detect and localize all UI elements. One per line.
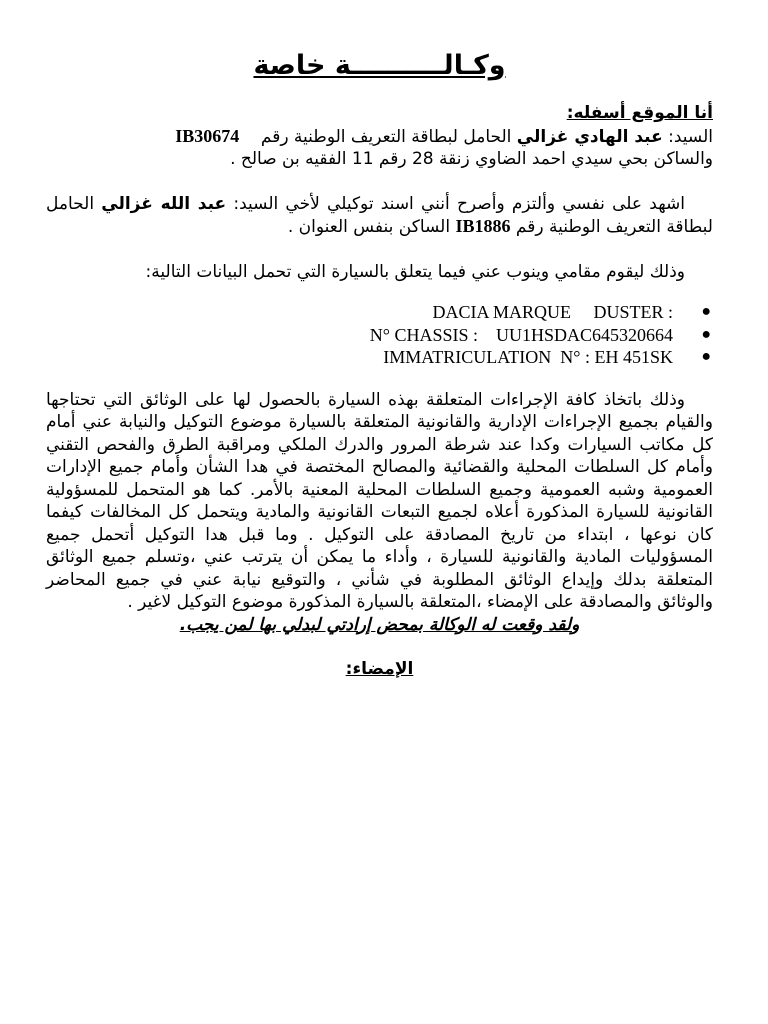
signature-label: الإمضاء: [345, 659, 414, 679]
vehicle-detail-item [46, 324, 713, 347]
vehicle-make-model: DACIA MARQUE DUSTER : [432, 302, 673, 322]
agent-id-label: الحامل لبطاقة التعريف الوطنية رقم [46, 193, 713, 237]
agent-name: عبد الله غزالي [101, 193, 227, 214]
powers-paragraph: وذلك باتخاذ كافة الإجراءات المتعلقة بهذه السيارة بالحصول لها على الوثائق التي تحتاجها والقيام بجميع الإجراءات الإدارية والقانونية المتعلقة بالسيارة موضوع التوكيل والنيابة عني أمام كل مكاتب السيارات وكدا عند شرطة المرور والدرك الملكي ومراقبة الطرق والفحص التقني وأمام كل السلطات المحلية والقضائية والمصالح المختصة في هدا الشأن وأمام جميع الإدارات العمومية وشبه العمومية وجميع السلطات المحلية المعنية بالأمر. كما هو المتحمل للمسؤولية القانونية للسيارة المذكورة أعلاه لجميع التبعات القانونية والمادية ويتحمل كل المخالفات كيفما كان نوعها ، ابتداء من تاريخ المصادقة على التوكيل . وما قبل هدا التوكيل أتحمل جميع المسؤوليات المادية والقانونية للسيارة ، وأداء ما يمكن أن يترتب عني ،وتسلم جميع الوثائق المتعلقة بدلك وإيداع الوثائق المطلوبة في شأني ، والتوقيع نيابة عني في جميع المحاضر والوثائق والمصادقة على الإمضاء ،المتعلقة بالسيارة المذكورة موضوع التوكيل لاغير . [46, 389, 713, 612]
spacer [46, 239, 713, 261]
vehicle-detail-item [46, 346, 713, 369]
vehicle-chassis: N° CHASSIS : UU1HSDAC645320664 [369, 324, 673, 345]
grantor-id-label: الحامل لبطاقة التعريف الوطنية رقم [260, 126, 512, 147]
grantor-paragraph [46, 125, 713, 171]
agent-paragraph [46, 193, 713, 239]
closing-statement: ولقد وقعت له الوكالة بمحض إرادتي لبدلي بها لمن يجب. [179, 614, 580, 635]
bullet-icon: ● [701, 325, 711, 343]
document-title: وكـالــــــــــة خاصة [253, 50, 506, 81]
agent-address: الساكن بنفس العنوان . [287, 217, 451, 237]
agent-prefix: اشهد على نفسي وألتزم وأصرح أنني اسند توكيلي لأخي السيد: [233, 193, 686, 214]
spacer [46, 171, 713, 193]
grantor-prefix: السيد: [668, 126, 713, 147]
spacer [46, 283, 713, 301]
bullet-icon: ● [701, 348, 711, 365]
grantor-name: عبد الهادي غزالي [516, 126, 663, 147]
vehicle-registration: IMMATRICULATION N° : EH 451SK [383, 347, 673, 367]
spacer [46, 636, 713, 658]
spacer [46, 369, 713, 389]
bullet-icon: ● [701, 303, 711, 320]
signatory-heading: أنا الموقع أسفله: [566, 103, 713, 123]
agent-id-number: IB1886 [455, 216, 511, 236]
vehicle-detail-item [46, 301, 713, 324]
vehicle-details-list [46, 301, 713, 369]
grantor-id-number: IB30674 [175, 125, 240, 146]
grantor-address: والساكن بحي سيدي احمد الضاوي زنقة 28 رقم 11 الفقيه بن صالح . [230, 149, 713, 169]
document-page [46, 48, 713, 681]
purpose-paragraph: وذلك ليقوم مقامي وينوب عني فيما يتعلق بالسيارة التي تحمل البيانات التالية: [145, 261, 685, 282]
